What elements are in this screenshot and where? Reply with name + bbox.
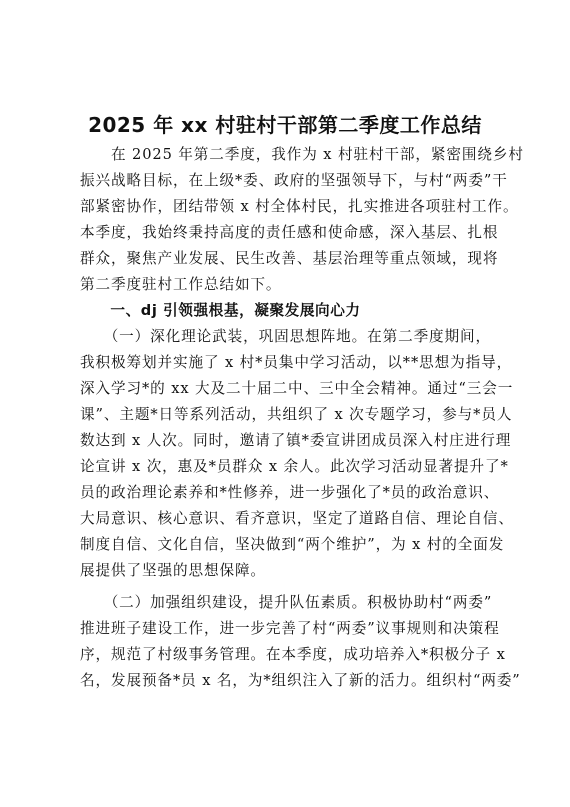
paragraph-line: （一）深化理论武装，巩固思想阵地。在第二季度期间，: [80, 328, 492, 345]
paragraph-line: 部紧密协作，团结带领 x 村全体村民，扎实推进各项驻村工作。: [80, 198, 519, 215]
paragraph-line: 在 2025 年第二季度，我作为 x 村驻村干部，紧密围绕乡村: [80, 146, 524, 163]
paragraph-line: 深入学习*的 xx 大及二十届二中、三中全会精神。通过“三会一: [80, 380, 514, 397]
paragraph-line: 展提供了坚强的思想保障。: [80, 562, 266, 579]
paragraph-line: 推进班子建设工作，进一步完善了村“两委”议事规则和决策程: [80, 620, 500, 637]
paragraph-line: 大局意识、核心意识、看齐意识，坚定了道路自信、理论自信、: [80, 510, 514, 527]
paragraph-line: 员的政治理论素养和*性修养，进一步强化了*员的政治意识、: [80, 484, 500, 501]
paragraph-line: 数达到 x 人次。同时，邀请了镇*委宣讲团成员深入村庄进行理: [80, 432, 512, 449]
section-heading: 一、dj 引领强根基，凝聚发展向心力: [80, 302, 361, 319]
paragraph-line: 名，发展预备*员 x 名，为*组织注入了新的活力。组织村“两委”: [80, 672, 521, 689]
paragraph-line: 本季度，我始终秉持高度的责任感和使命感，深入基层、扎根: [80, 224, 499, 241]
paragraph-line: 制度自信、文化自信，坚决做到“两个维护”，为 x 村的全面发: [80, 536, 505, 553]
paragraph-line: 振兴战略目标，在上级*委、政府的坚强领导下，与村“两委”干: [80, 172, 508, 189]
paragraph-line: 序，规范了村级事务管理。在本季度，成功培养入*积极分子 x: [80, 646, 506, 663]
paragraph-line: 课”、主题*日等系列活动，共组织了 x 次专题学习，参与*员人: [80, 406, 513, 423]
paragraph-line: （二）加强组织建设，提升队伍素质。积极协助村“两委”: [80, 594, 493, 611]
paragraph-line: 第二季度驻村工作总结如下。: [80, 276, 282, 293]
paragraph-line: 论宣讲 x 次，惠及*员群众 x 余人。此次学习活动显著提升了*: [80, 458, 509, 475]
paragraph-line: 群众，聚焦产业发展、民生改善、基层治理等重点领域，现将: [80, 250, 499, 267]
paragraph-line: 我积极筹划并实施了 x 村*员集中学习活动，以**思想为指导，: [80, 354, 513, 371]
document-title: 2025 年 xx 村驻村干部第二季度工作总结: [88, 113, 482, 137]
